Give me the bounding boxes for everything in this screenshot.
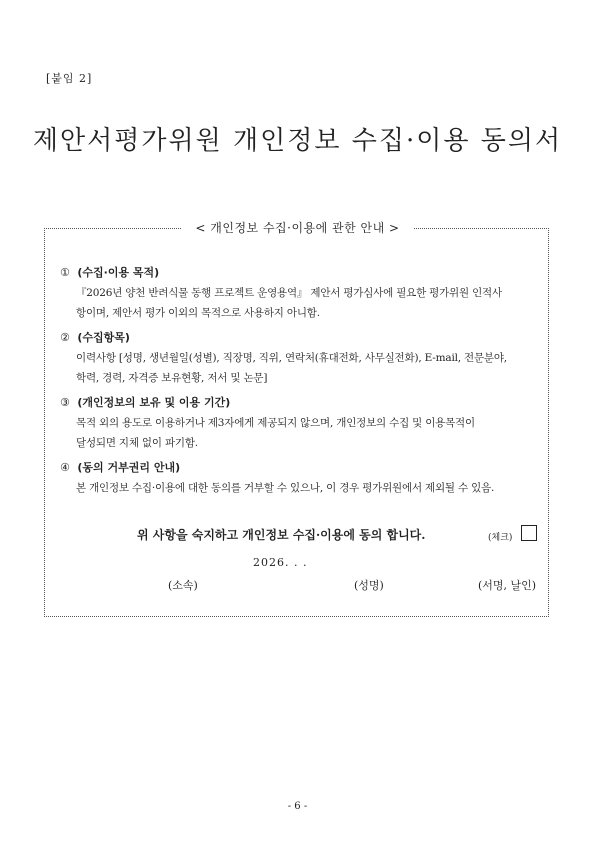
section-line: 『2026년 양천 반려식물 동행 프로젝트 운영용역』 제안서 평가심사에 필요한 평가위원 인적사	[76, 287, 502, 299]
section-line: 목적 외의 용도로 이용하거나 제3자에게 제공되지 않으며, 개인정보의 수집 및 이용목적이	[76, 417, 475, 429]
section-items	[60, 328, 550, 388]
consent-checkbox[interactable]	[521, 525, 537, 541]
section-heading-row	[60, 393, 550, 413]
sign-seal-label: (서명, 날인)	[478, 579, 537, 592]
section-number: ③	[60, 396, 70, 409]
page-number: - 6 -	[287, 801, 308, 812]
notice-caption-wrap	[0, 219, 595, 236]
section-purpose	[60, 263, 550, 323]
attachment-label: [붙임 2]	[46, 72, 93, 85]
section-heading-row	[60, 328, 550, 348]
section-line: 항이며, 제안서 평가 이외의 목적으로 사용하지 아니함.	[76, 307, 320, 319]
section-heading: (수집항목)	[77, 331, 130, 344]
section-number: ②	[60, 331, 70, 344]
section-refusal-right	[60, 458, 550, 498]
section-line: 본 개인정보 수집·이용에 대한 동의를 거부할 수 있으나, 이 경우 평가위원에서 제외될 수 있음.	[76, 482, 495, 494]
date-line: 2026. . .	[253, 556, 308, 569]
section-number: ①	[60, 266, 70, 279]
check-label: (체크)	[488, 533, 513, 543]
section-heading-row	[60, 263, 550, 283]
section-line: 달성되면 지체 없이 파기함.	[76, 437, 198, 449]
section-heading: (개인정보의 보유 및 이용 기간)	[77, 396, 231, 409]
notice-caption: < 개인정보 수집·이용에 관한 안내 >	[181, 221, 413, 235]
section-line: 학력, 경력, 자격증 보유현황, 저서 및 논문]	[76, 372, 268, 384]
section-heading: (동의 거부권리 안내)	[77, 461, 181, 474]
section-heading-row	[60, 458, 550, 478]
document-title: 제안서평가위원 개인정보 수집·이용 동의서	[32, 126, 563, 156]
section-line: 이력사항 [성명, 생년월일(성별), 직장명, 직위, 연락처(휴대전화, 사무실전화), E-mail, 전문분야,	[76, 352, 507, 364]
name-label: (성명)	[354, 579, 384, 592]
affiliation-label: (소속)	[168, 579, 198, 592]
section-number: ④	[60, 461, 70, 474]
section-heading: (수집·이용 목적)	[77, 266, 160, 279]
section-retention	[60, 393, 550, 453]
agreement-statement: 위 사항을 숙지하고 개인정보 수집·이용에 동의 합니다.	[137, 528, 426, 542]
